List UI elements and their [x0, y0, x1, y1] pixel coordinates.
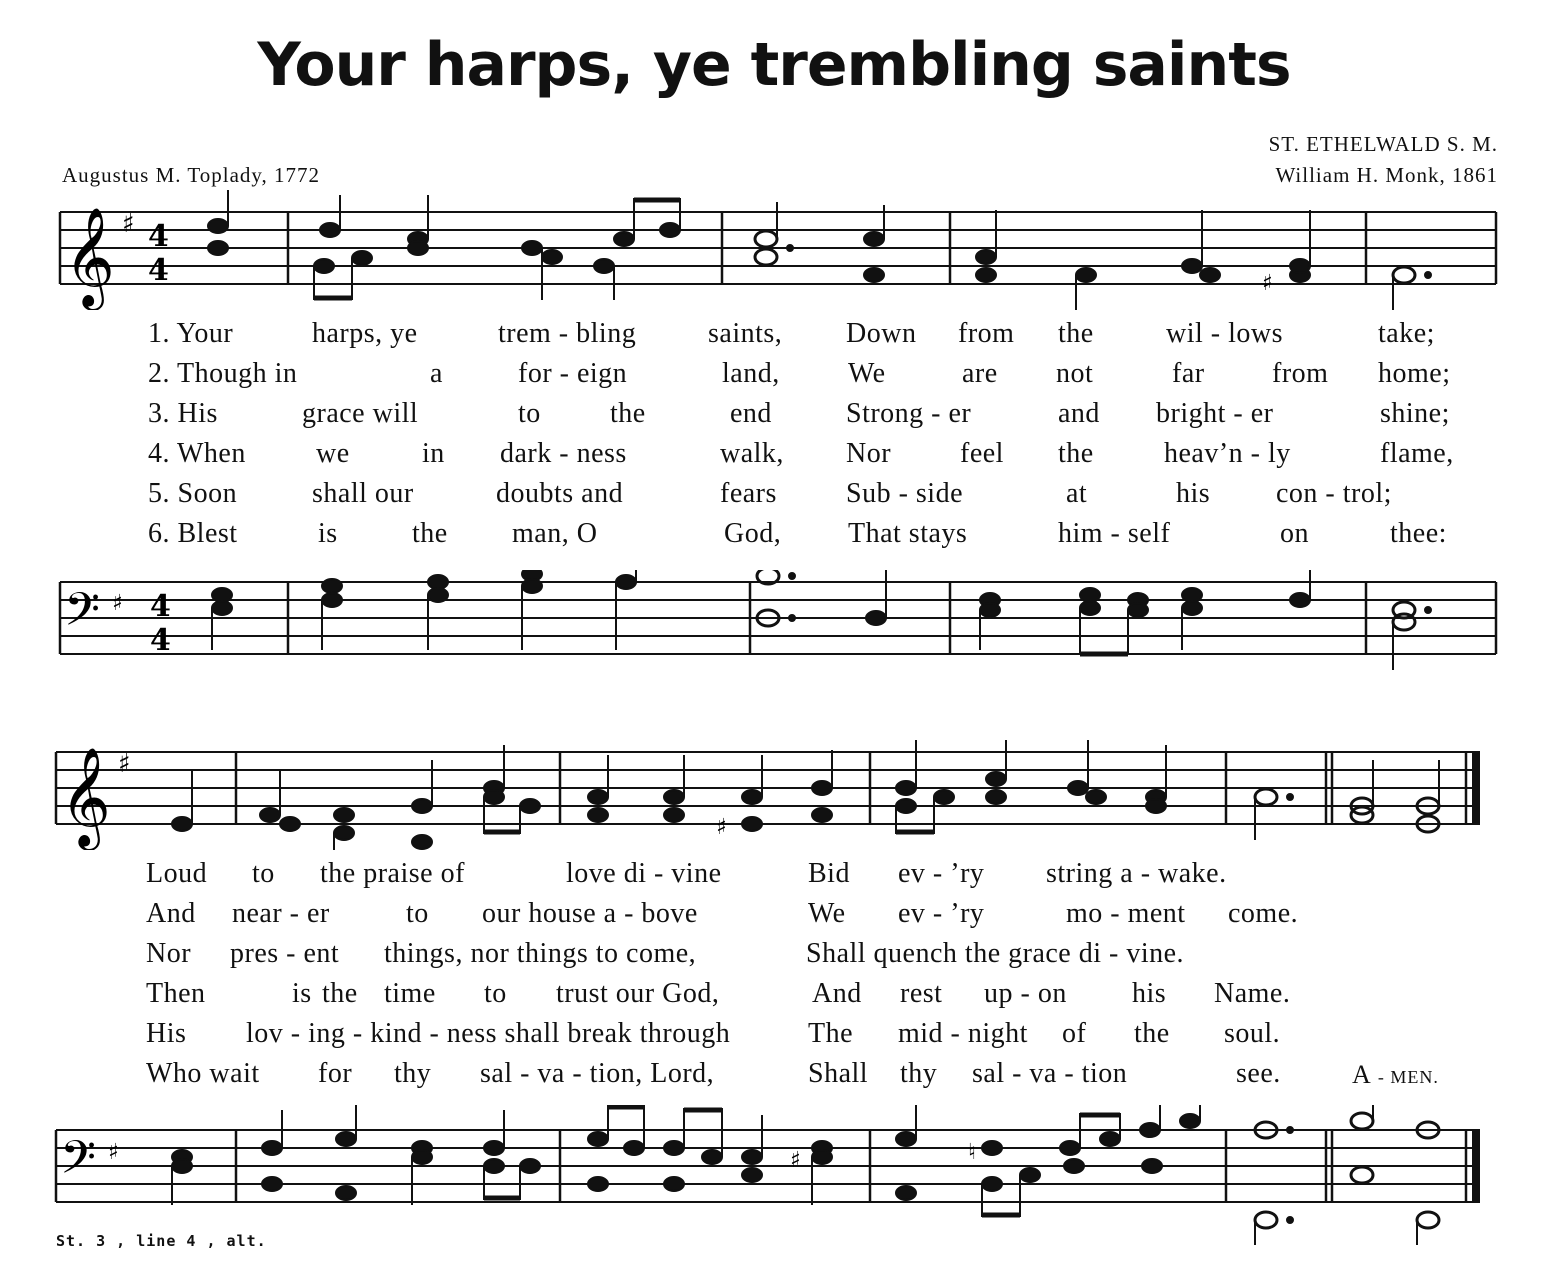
verse-line: 2. Though in a for - eign land, We are not far from home; — [148, 358, 1451, 389]
verse-line: And near - er to our house a - bove We ev - ’ry mo - ment come. — [146, 898, 1299, 929]
svg-text:♯: ♯ — [118, 749, 131, 779]
verse-line: 5. Soon shall our doubts and fears Sub - side at his con - trol; — [148, 478, 1392, 509]
svg-text:♯: ♯ — [108, 1140, 119, 1165]
notes — [172, 1105, 1439, 1245]
svg-text:♯: ♯ — [790, 1148, 801, 1173]
system2-bass-staff — [0, 1105, 1548, 1245]
system1-bass-staff — [0, 570, 1548, 670]
amen-label: A - MEN. — [1352, 1060, 1439, 1089]
bass-clef-icon: 𝄢 — [64, 583, 101, 648]
time-signature: 4 — [148, 219, 169, 254]
svg-text:♮: ♮ — [968, 1140, 976, 1165]
verse-line: 6. Blest is the man, O God, That stays him - self on thee: — [148, 518, 1447, 549]
verse-line: His lov - ing - kind - ness shall break through The mid - night of the soul. — [146, 1018, 1281, 1049]
treble-clef-icon: 𝄞 — [64, 207, 115, 307]
text-author: Augustus M. Toplady, 1772 — [62, 163, 321, 187]
system1-treble-staff — [0, 190, 1548, 310]
tune-composer: William H. Monk, 1861 — [1275, 163, 1498, 187]
verse-line: Then is the time to trust our God, And rest up - on his Name. — [146, 978, 1291, 1009]
hymn-title: Your harps, ye trembling saints — [257, 30, 1291, 100]
verse-line: 3. His grace will to the end Strong - er and bright - er shine; — [148, 398, 1450, 429]
verse-line: 4. When we in dark - ness walk, Nor feel the heav’n - ly flame, — [148, 438, 1454, 469]
svg-text:♯: ♯ — [1262, 271, 1273, 296]
verse-line: Nor pres - ent things, nor things to come, Shall quench the grace di - vine. — [146, 938, 1185, 969]
svg-text:♯: ♯ — [716, 815, 727, 840]
svg-text:♯: ♯ — [112, 591, 123, 616]
system2-treble-staff — [0, 730, 1548, 850]
lyrics-part-1 — [0, 318, 1548, 558]
notes — [172, 740, 1439, 850]
verse-line: Loud to the praise of love di - vine Bid ev - ’ry string a - wake. — [146, 858, 1227, 889]
verse-line: 1. Your harps, ye trem - bling saints, Down from the wil - lows take; — [148, 318, 1435, 349]
lyrics-part-2 — [0, 858, 1548, 1098]
sharp-icon: ♯ — [122, 209, 135, 239]
bass-clef-icon: 𝄢 — [60, 1131, 97, 1196]
treble-clef-icon: 𝄞 — [60, 747, 111, 847]
verse-line: Who wait for thy sal - va - tion, Lord, Shall thy sal - va - tion see. — [146, 1058, 1281, 1089]
footnote: St. 3 , line 4 , alt. — [56, 1232, 267, 1250]
tune-name: ST. ETHELWALD S. M. — [1268, 132, 1498, 156]
svg-text:4: 4 — [148, 253, 169, 288]
notes — [208, 190, 1431, 310]
svg-text:4: 4 — [150, 589, 171, 624]
svg-text:4: 4 — [150, 623, 171, 658]
